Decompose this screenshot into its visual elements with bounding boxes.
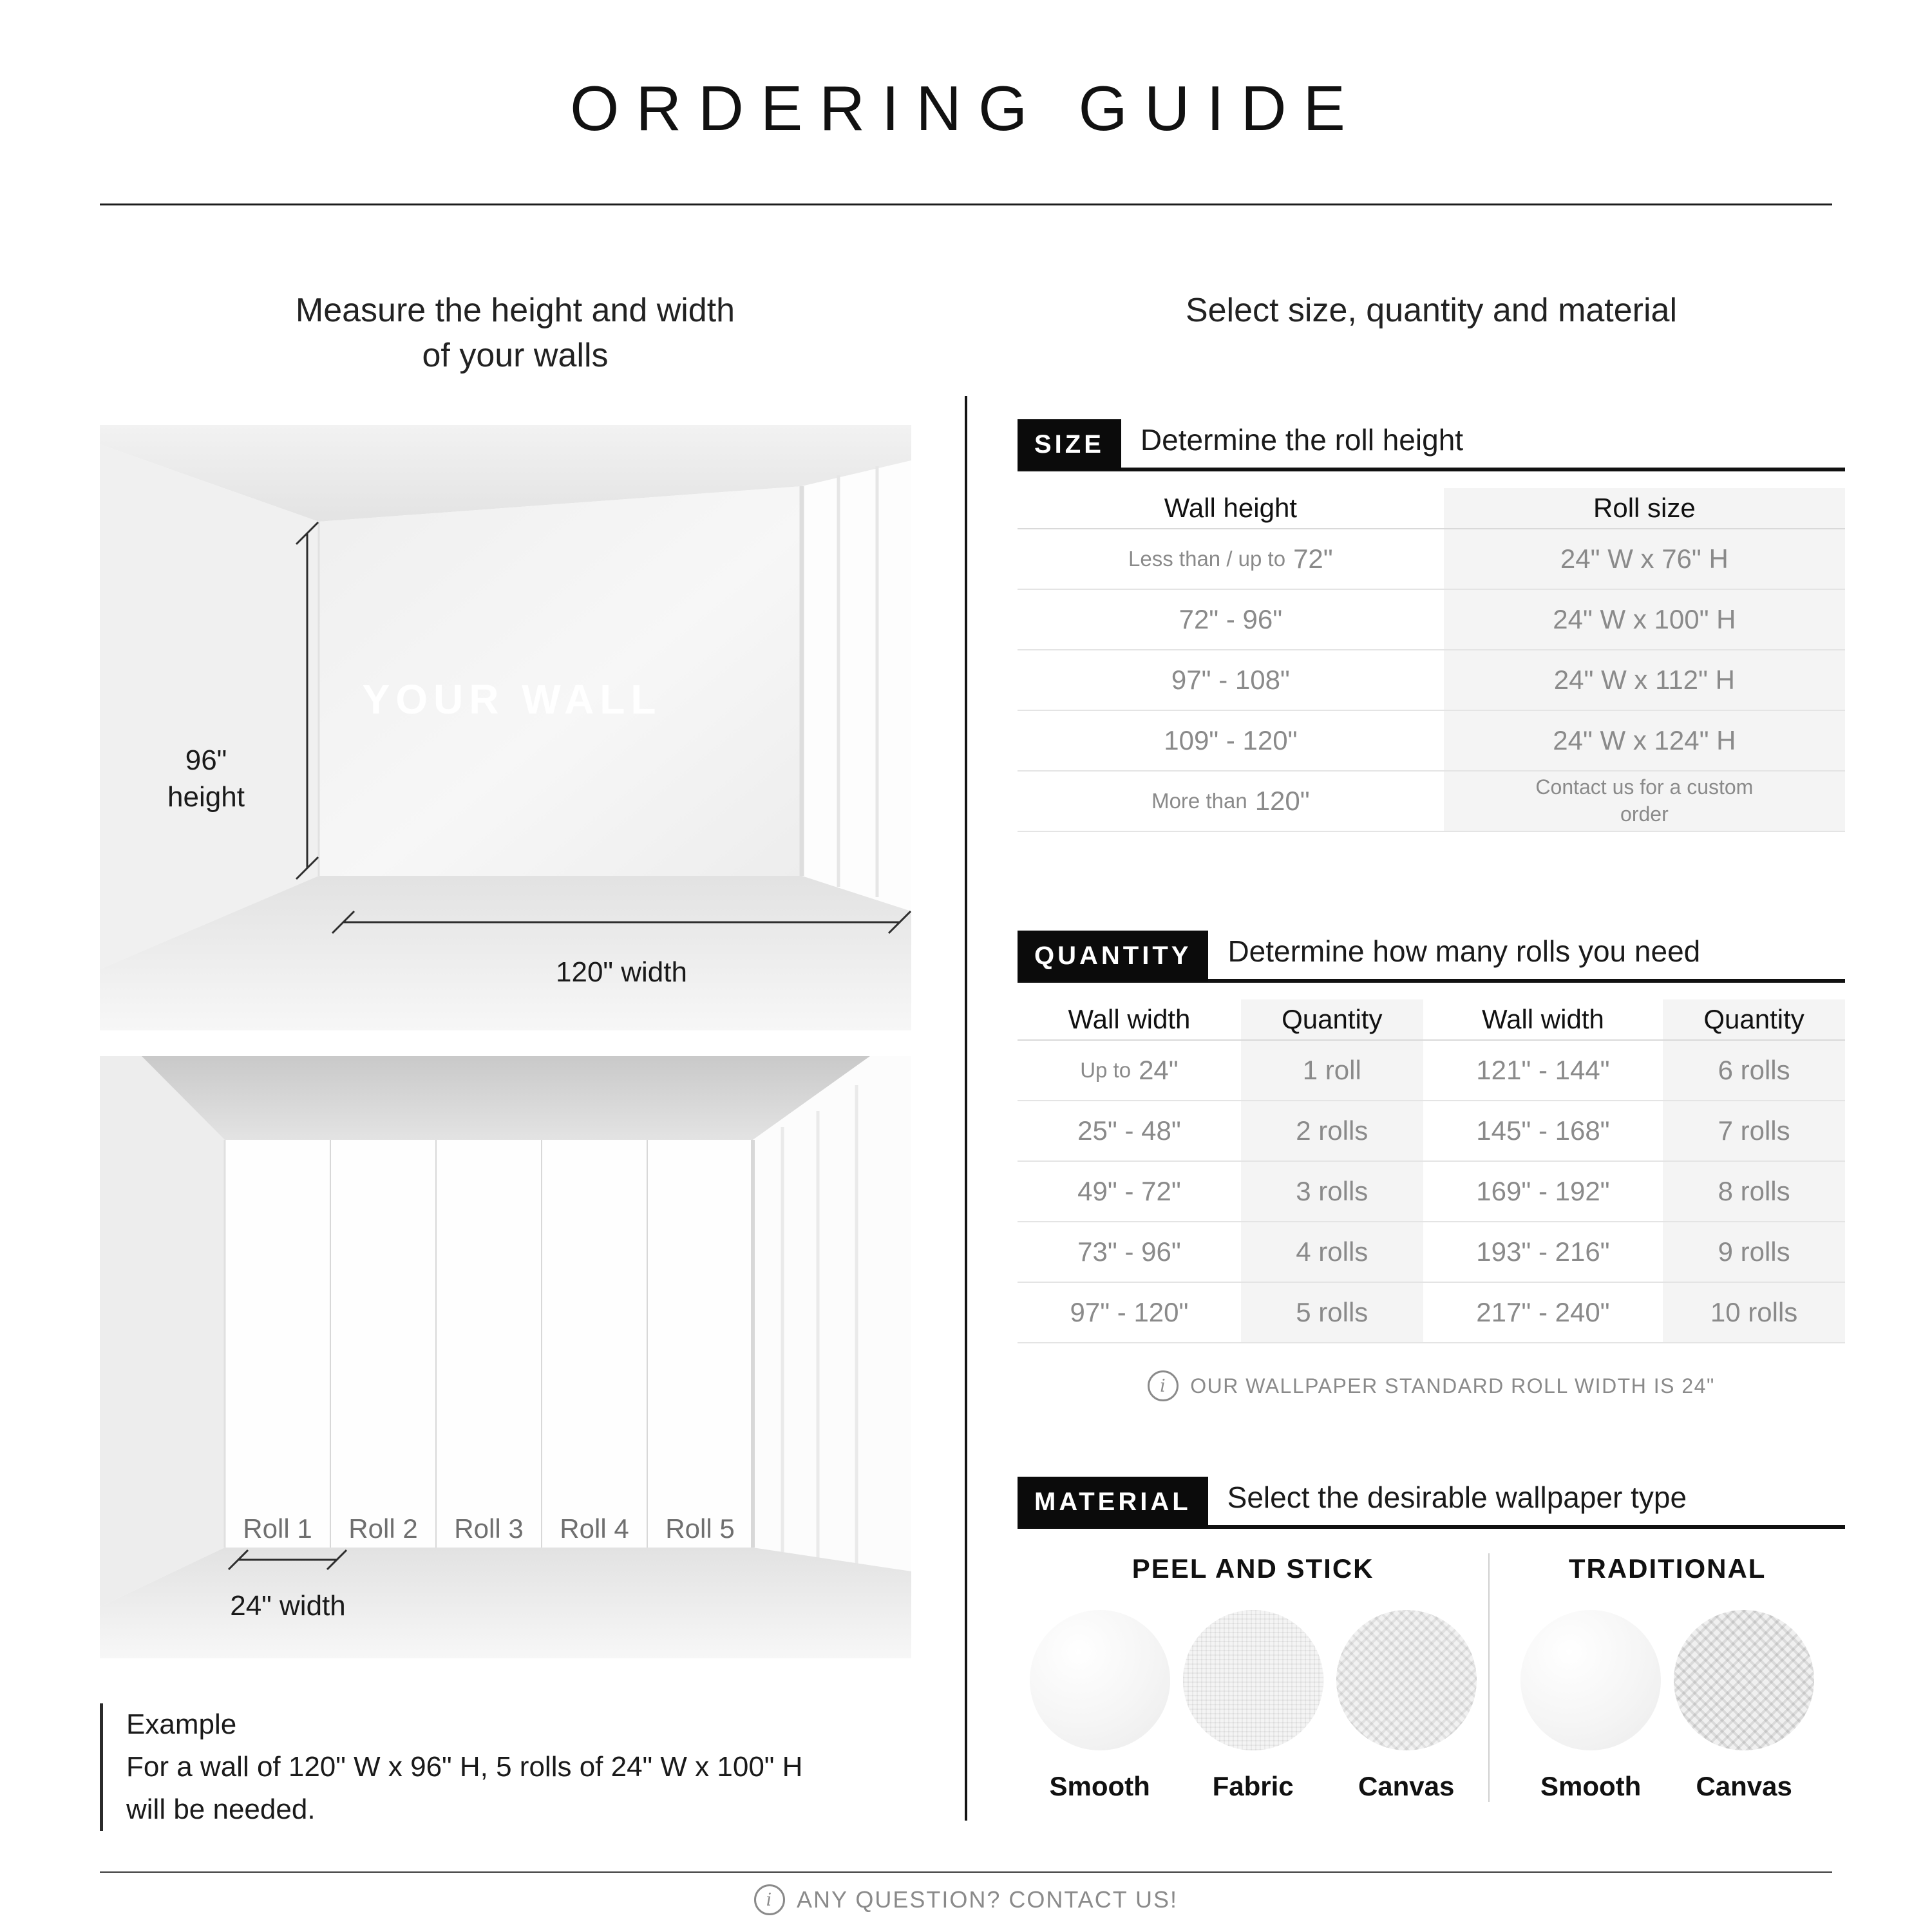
- qty-col-wall-width-1: Wall width: [1018, 999, 1241, 1041]
- roll-2-label: Roll 2: [348, 1513, 418, 1544]
- footer-text: ANY QUESTION? CONTACT US!: [796, 1886, 1179, 1913]
- room-illustration-measure: [100, 425, 911, 1030]
- size-col-roll-size: Roll size: [1444, 488, 1845, 529]
- your-wall-label: YOUR WALL: [362, 676, 662, 723]
- material-subtitle: Select the desirable wallpaper type: [1227, 1481, 1687, 1514]
- roll-panels: [225, 1140, 753, 1548]
- room1-svg: [100, 425, 911, 1030]
- roll-5-label: Roll 5: [665, 1513, 735, 1544]
- height-dimension-word: height: [167, 781, 245, 813]
- example-title: Example: [126, 1709, 237, 1740]
- measure-heading-line1: Measure the height and width: [295, 292, 735, 329]
- swatch-canvas: [1335, 1610, 1478, 1802]
- info-icon: i: [1148, 1370, 1179, 1401]
- swatch-label: Smooth: [1049, 1771, 1150, 1801]
- title-divider: [100, 204, 1832, 205]
- swatch-label: Fabric: [1212, 1771, 1294, 1801]
- qty-cell: 121" - 144": [1423, 1041, 1663, 1101]
- example-line2: will be needed.: [126, 1794, 316, 1825]
- window: [753, 1056, 911, 1571]
- swatch-label: Smooth: [1540, 1771, 1642, 1801]
- size-section-header: [1018, 417, 1845, 471]
- roll-1-label: Roll 1: [243, 1513, 312, 1544]
- qty-cell: 2 rolls: [1241, 1101, 1423, 1162]
- qty-col-wall-width-2: Wall width: [1423, 999, 1663, 1041]
- qty-cell: [1018, 1041, 1241, 1101]
- size-row-wall: 109" - 120": [1018, 711, 1444, 772]
- qty-cell: 4 rolls: [1241, 1222, 1423, 1283]
- footer-divider: [100, 1871, 1832, 1873]
- roll-width-dimension-label: 24" width: [230, 1590, 346, 1622]
- roll-4-label: Roll 4: [560, 1513, 629, 1544]
- qty-cell: 217" - 240": [1423, 1283, 1663, 1343]
- column-divider: [965, 396, 967, 1821]
- swatch-label: Canvas: [1696, 1771, 1792, 1801]
- qty-cell: 9 rolls: [1663, 1222, 1845, 1283]
- fabric-texture-icon: [1183, 1610, 1323, 1750]
- room2-svg: [100, 1056, 911, 1658]
- swatch-fabric: [1182, 1610, 1325, 1802]
- roll-3-label: Roll 3: [454, 1513, 524, 1544]
- qty-cell: 145" - 168": [1423, 1101, 1663, 1162]
- material-group-traditional: [1488, 1553, 1845, 1802]
- material-badge: MATERIAL: [1018, 1477, 1208, 1528]
- qty-cell: 49" - 72": [1018, 1162, 1241, 1222]
- material-group-peel-and-stick: [1018, 1553, 1488, 1802]
- material-section-header: [1018, 1475, 1845, 1529]
- floor: [100, 1548, 911, 1658]
- quantity-section: [1018, 929, 1845, 1401]
- height-dimension-value: 96": [185, 744, 227, 776]
- qty-cell: 7 rolls: [1663, 1101, 1845, 1162]
- swatch-smooth: [1519, 1610, 1662, 1802]
- cell-prefix: Less than / up to: [1128, 547, 1286, 571]
- qty-cell: 8 rolls: [1663, 1162, 1845, 1222]
- qty-cell: 25" - 48": [1018, 1101, 1241, 1162]
- roll-width-note: [1018, 1370, 1845, 1401]
- roll-width-note-text: OUR WALLPAPER STANDARD ROLL WIDTH IS 24": [1190, 1374, 1715, 1397]
- example-line1: For a wall of 120" W x 96" H, 5 rolls of 24" W x 100" H: [126, 1751, 803, 1783]
- qty-cell: 5 rolls: [1241, 1283, 1423, 1343]
- canvas-texture-icon: [1674, 1610, 1814, 1750]
- material-section: [1018, 1475, 1845, 1802]
- qty-cell: 193" - 216": [1423, 1222, 1663, 1283]
- info-icon: i: [754, 1884, 785, 1915]
- swatch-label: Canvas: [1358, 1771, 1455, 1801]
- side-wall: [100, 1056, 225, 1607]
- size-table: [1018, 488, 1845, 832]
- size-row-roll: 24" W x 124" H: [1444, 711, 1845, 772]
- select-heading: Select size, quantity and material: [1185, 292, 1678, 329]
- cell-value: Contact us for a custom order: [1535, 775, 1754, 826]
- size-row-roll: 24" W x 100" H: [1444, 590, 1845, 650]
- footer: [0, 1884, 1932, 1915]
- size-row-roll: 24" W x 112" H: [1444, 650, 1845, 711]
- qty-cell: 169" - 192": [1423, 1162, 1663, 1222]
- cell-value: 120": [1255, 786, 1310, 816]
- traditional-title: TRADITIONAL: [1568, 1553, 1766, 1584]
- size-row-wall: 97" - 108": [1018, 650, 1444, 711]
- qty-col-quantity-2: Quantity: [1663, 999, 1845, 1041]
- qty-cell: 3 rolls: [1241, 1162, 1423, 1222]
- peel-and-stick-title: PEEL AND STICK: [1132, 1553, 1374, 1584]
- quantity-table: [1018, 999, 1845, 1343]
- material-groups: [1018, 1553, 1845, 1802]
- window: [802, 460, 911, 911]
- example-block: [100, 1703, 938, 1831]
- room-illustration-rolls: [100, 1056, 911, 1658]
- cell-value: 24": [1139, 1055, 1179, 1085]
- width-dimension-label: 120" width: [556, 956, 687, 988]
- size-row-roll: 24" W x 76" H: [1444, 529, 1845, 590]
- quantity-subtitle: Determine how many rolls you need: [1227, 934, 1701, 968]
- quantity-section-header: [1018, 929, 1845, 983]
- size-subtitle: Determine the roll height: [1140, 423, 1464, 457]
- size-badge: SIZE: [1018, 419, 1121, 470]
- measure-heading-line2: of your walls: [422, 336, 609, 374]
- peel-swatch-row: [1028, 1610, 1478, 1802]
- qty-col-quantity-1: Quantity: [1241, 999, 1423, 1041]
- size-row-wall: 72" - 96": [1018, 590, 1444, 650]
- cell-prefix: More than: [1151, 789, 1247, 813]
- quantity-badge: QUANTITY: [1018, 931, 1208, 981]
- swatch-smooth: [1028, 1610, 1171, 1802]
- page-title: ORDERING GUIDE: [570, 73, 1362, 144]
- canvas-texture-icon: [1336, 1610, 1477, 1750]
- size-row-wall: [1018, 772, 1444, 832]
- qty-cell: 97" - 120": [1018, 1283, 1241, 1343]
- ceiling: [142, 1056, 870, 1140]
- swatch-canvas: [1672, 1610, 1815, 1802]
- size-row-roll: [1444, 772, 1845, 832]
- size-section: [1018, 417, 1845, 832]
- smooth-texture-icon: [1520, 1610, 1661, 1750]
- qty-cell: 10 rolls: [1663, 1283, 1845, 1343]
- measure-heading: [100, 289, 931, 378]
- traditional-swatch-row: [1519, 1610, 1815, 1802]
- size-row-wall: [1018, 529, 1444, 590]
- qty-cell: 1 roll: [1241, 1041, 1423, 1101]
- qty-cell: 73" - 96": [1018, 1222, 1241, 1283]
- cell-prefix: Up to: [1080, 1058, 1132, 1082]
- size-col-wall-height: Wall height: [1018, 488, 1444, 529]
- smooth-texture-icon: [1030, 1610, 1170, 1750]
- qty-cell: 6 rolls: [1663, 1041, 1845, 1101]
- cell-value: 72": [1293, 544, 1333, 574]
